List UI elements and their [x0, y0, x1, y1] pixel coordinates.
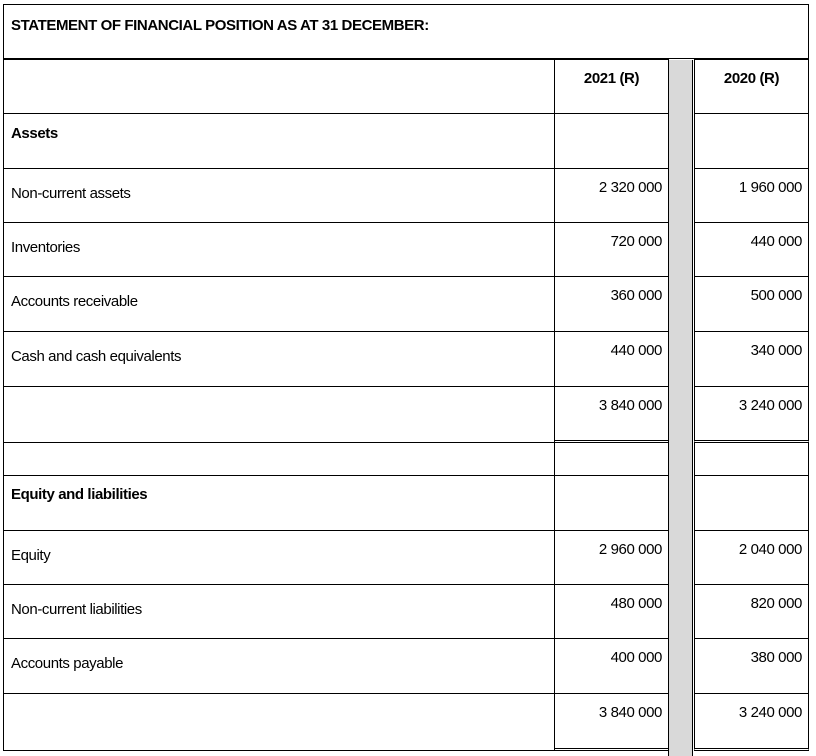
row-2021-cash: 440 000: [554, 331, 669, 387]
row-label-total-assets: [3, 386, 555, 443]
row-2020-accounts-payable: 380 000: [694, 638, 809, 694]
row-label-assets: Assets: [3, 113, 555, 169]
row-2020-total-assets: 3 240 000: [694, 386, 809, 443]
header-2020: 2020 (R): [694, 59, 809, 114]
row-label-non-current-assets: Non-current assets: [3, 168, 555, 223]
row-label-total-equity-liabilities: [3, 693, 555, 751]
row-2020-total-equity-liabilities: 3 240 000: [694, 693, 809, 751]
statement-title: STATEMENT OF FINANCIAL POSITION AS AT 31 DECEMBER:: [11, 17, 429, 34]
row-label-cash: Cash and cash equivalents: [3, 331, 555, 387]
row-2020-assets: [694, 113, 809, 169]
statement-title-box: [3, 4, 809, 59]
row-2021-total-equity-liabilities: 3 840 000: [554, 693, 669, 751]
row-2021-inventories: 720 000: [554, 222, 669, 277]
row-label-equity: Equity: [3, 530, 555, 585]
row-2020-equity-and-liabilities: [694, 475, 809, 531]
row-2021-non-current-liabilities: 480 000: [554, 584, 669, 639]
row-2021-accounts-payable: 400 000: [554, 638, 669, 694]
row-2020-non-current-liabilities: 820 000: [694, 584, 809, 639]
row-label-spacer: [3, 442, 555, 476]
row-2020-equity: 2 040 000: [694, 530, 809, 585]
row-2021-equity: 2 960 000: [554, 530, 669, 585]
row-label-non-current-liabilities: Non-current liabilities: [3, 584, 555, 639]
header-2021: 2021 (R): [554, 59, 669, 114]
row-2020-accounts-receivable: 500 000: [694, 276, 809, 332]
row-label-accounts-receivable: Accounts receivable: [3, 276, 555, 332]
row-label-accounts-payable: Accounts payable: [3, 638, 555, 694]
row-2020-inventories: 440 000: [694, 222, 809, 277]
row-2020-non-current-assets: 1 960 000: [694, 168, 809, 223]
row-2021-total-assets: 3 840 000: [554, 386, 669, 443]
row-2021-accounts-receivable: 360 000: [554, 276, 669, 332]
row-2020-spacer: [694, 442, 809, 476]
row-2021-equity-and-liabilities: [554, 475, 669, 531]
row-2021-spacer: [554, 442, 669, 476]
row-2020-cash: 340 000: [694, 331, 809, 387]
header-label-cell: [3, 59, 555, 114]
row-2021-non-current-assets: 2 320 000: [554, 168, 669, 223]
row-label-inventories: Inventories: [3, 222, 555, 277]
column-gap: [668, 60, 693, 756]
row-label-equity-and-liabilities: Equity and liabilities: [3, 475, 555, 531]
row-2021-assets: [554, 113, 669, 169]
